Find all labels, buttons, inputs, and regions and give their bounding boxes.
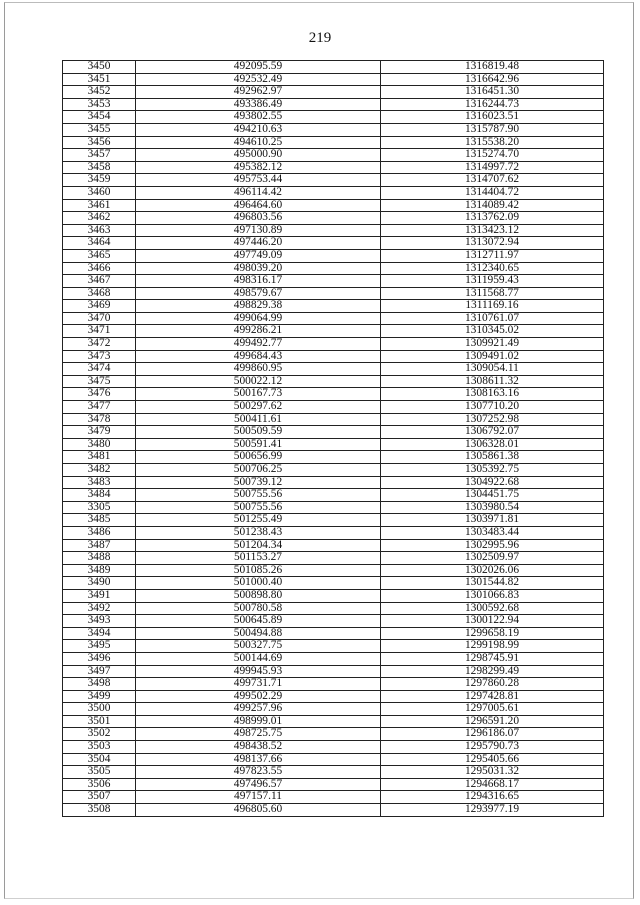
table-row bbox=[63, 489, 604, 502]
y-coordinate-cell: 1314404.72 bbox=[381, 186, 604, 199]
point-number-cell: 3463 bbox=[63, 224, 136, 237]
y-coordinate-cell: 1314997.72 bbox=[381, 161, 604, 174]
table-row bbox=[63, 312, 604, 325]
x-coordinate-cell: 499502.29 bbox=[136, 690, 381, 703]
x-coordinate-cell: 497749.09 bbox=[136, 249, 381, 262]
x-coordinate-cell: 500656.99 bbox=[136, 451, 381, 464]
x-coordinate-cell: 501255.49 bbox=[136, 514, 381, 527]
x-coordinate-cell: 499731.71 bbox=[136, 678, 381, 691]
x-coordinate-cell: 492962.97 bbox=[136, 86, 381, 99]
x-coordinate-cell: 500898.80 bbox=[136, 589, 381, 602]
point-number-cell: 3462 bbox=[63, 212, 136, 225]
y-coordinate-cell: 1305861.38 bbox=[381, 451, 604, 464]
x-coordinate-cell: 499492.77 bbox=[136, 338, 381, 351]
table-row bbox=[63, 199, 604, 212]
y-coordinate-cell: 1315274.70 bbox=[381, 149, 604, 162]
point-number-cell: 3489 bbox=[63, 564, 136, 577]
y-coordinate-cell: 1296591.20 bbox=[381, 715, 604, 728]
x-coordinate-cell: 499064.99 bbox=[136, 312, 381, 325]
x-coordinate-cell: 497823.55 bbox=[136, 766, 381, 779]
point-number-cell: 3480 bbox=[63, 438, 136, 451]
table-row bbox=[63, 174, 604, 187]
point-number-cell: 3472 bbox=[63, 338, 136, 351]
x-coordinate-cell: 493386.49 bbox=[136, 98, 381, 111]
point-number-cell: 3452 bbox=[63, 86, 136, 99]
x-coordinate-cell: 501085.26 bbox=[136, 564, 381, 577]
y-coordinate-cell: 1314089.42 bbox=[381, 199, 604, 212]
x-coordinate-cell: 500780.58 bbox=[136, 602, 381, 615]
point-number-cell: 3481 bbox=[63, 451, 136, 464]
point-number-cell: 3468 bbox=[63, 287, 136, 300]
point-number-cell: 3479 bbox=[63, 426, 136, 439]
point-number-cell: 3494 bbox=[63, 627, 136, 640]
table-row bbox=[63, 413, 604, 426]
x-coordinate-cell: 500022.12 bbox=[136, 375, 381, 388]
table-row bbox=[63, 388, 604, 401]
point-number-cell: 3498 bbox=[63, 678, 136, 691]
y-coordinate-cell: 1316451.30 bbox=[381, 86, 604, 99]
table-row bbox=[63, 363, 604, 376]
table-row bbox=[63, 98, 604, 111]
point-number-cell: 3492 bbox=[63, 602, 136, 615]
table-row bbox=[63, 338, 604, 351]
x-coordinate-cell: 501204.34 bbox=[136, 539, 381, 552]
y-coordinate-cell: 1310345.02 bbox=[381, 325, 604, 338]
point-number-cell: 3470 bbox=[63, 312, 136, 325]
point-number-cell: 3450 bbox=[63, 61, 136, 74]
point-number-cell: 3469 bbox=[63, 300, 136, 313]
table-row bbox=[63, 526, 604, 539]
point-number-cell: 3451 bbox=[63, 73, 136, 86]
table-row bbox=[63, 300, 604, 313]
point-number-cell: 3460 bbox=[63, 186, 136, 199]
point-number-cell: 3485 bbox=[63, 514, 136, 527]
x-coordinate-cell: 499684.43 bbox=[136, 350, 381, 363]
table-row bbox=[63, 275, 604, 288]
x-coordinate-cell: 498316.17 bbox=[136, 275, 381, 288]
x-coordinate-cell: 500411.61 bbox=[136, 413, 381, 426]
x-coordinate-cell: 498039.20 bbox=[136, 262, 381, 275]
point-number-cell: 3487 bbox=[63, 539, 136, 552]
x-coordinate-cell: 492532.49 bbox=[136, 73, 381, 86]
x-coordinate-cell: 500167.73 bbox=[136, 388, 381, 401]
x-coordinate-cell: 498438.52 bbox=[136, 741, 381, 754]
x-coordinate-cell: 500297.62 bbox=[136, 401, 381, 414]
y-coordinate-cell: 1315787.90 bbox=[381, 123, 604, 136]
table-row bbox=[63, 715, 604, 728]
point-number-cell: 3458 bbox=[63, 161, 136, 174]
point-number-cell: 3496 bbox=[63, 652, 136, 665]
x-coordinate-cell: 500144.69 bbox=[136, 652, 381, 665]
point-number-cell: 3456 bbox=[63, 136, 136, 149]
y-coordinate-cell: 1293977.19 bbox=[381, 804, 604, 817]
point-number-cell: 3502 bbox=[63, 728, 136, 741]
point-number-cell: 3482 bbox=[63, 464, 136, 477]
table-row bbox=[63, 401, 604, 414]
table-row bbox=[63, 778, 604, 791]
x-coordinate-cell: 498999.01 bbox=[136, 715, 381, 728]
x-coordinate-cell: 497157.11 bbox=[136, 791, 381, 804]
point-number-cell: 3484 bbox=[63, 489, 136, 502]
x-coordinate-cell: 495753.44 bbox=[136, 174, 381, 187]
y-coordinate-cell: 1302026.06 bbox=[381, 564, 604, 577]
x-coordinate-cell: 498829.38 bbox=[136, 300, 381, 313]
y-coordinate-cell: 1313072.94 bbox=[381, 237, 604, 250]
table-row bbox=[63, 61, 604, 74]
y-coordinate-cell: 1297860.28 bbox=[381, 678, 604, 691]
table-row bbox=[63, 602, 604, 615]
table-row bbox=[63, 438, 604, 451]
y-coordinate-cell: 1308163.16 bbox=[381, 388, 604, 401]
coordinates-table-body bbox=[63, 61, 604, 817]
table-row bbox=[63, 249, 604, 262]
x-coordinate-cell: 501000.40 bbox=[136, 577, 381, 590]
y-coordinate-cell: 1299658.19 bbox=[381, 627, 604, 640]
point-number-cell: 3467 bbox=[63, 275, 136, 288]
point-number-cell: 3461 bbox=[63, 199, 136, 212]
y-coordinate-cell: 1303483.44 bbox=[381, 526, 604, 539]
y-coordinate-cell: 1316642.96 bbox=[381, 73, 604, 86]
x-coordinate-cell: 500494.88 bbox=[136, 627, 381, 640]
table-row bbox=[63, 149, 604, 162]
table-row bbox=[63, 86, 604, 99]
y-coordinate-cell: 1312711.97 bbox=[381, 249, 604, 262]
y-coordinate-cell: 1311568.77 bbox=[381, 287, 604, 300]
table-row bbox=[63, 123, 604, 136]
table-row bbox=[63, 552, 604, 565]
point-number-cell: 3488 bbox=[63, 552, 136, 565]
y-coordinate-cell: 1302995.96 bbox=[381, 539, 604, 552]
point-number-cell: 3506 bbox=[63, 778, 136, 791]
y-coordinate-cell: 1299198.99 bbox=[381, 640, 604, 653]
point-number-cell: 3466 bbox=[63, 262, 136, 275]
y-coordinate-cell: 1309491.02 bbox=[381, 350, 604, 363]
y-coordinate-cell: 1306328.01 bbox=[381, 438, 604, 451]
table-row bbox=[63, 237, 604, 250]
x-coordinate-cell: 499945.93 bbox=[136, 665, 381, 678]
y-coordinate-cell: 1297428.81 bbox=[381, 690, 604, 703]
y-coordinate-cell: 1312340.65 bbox=[381, 262, 604, 275]
x-coordinate-cell: 496803.56 bbox=[136, 212, 381, 225]
y-coordinate-cell: 1295031.32 bbox=[381, 766, 604, 779]
table-row bbox=[63, 325, 604, 338]
x-coordinate-cell: 499860.95 bbox=[136, 363, 381, 376]
y-coordinate-cell: 1296186.07 bbox=[381, 728, 604, 741]
table-row bbox=[63, 161, 604, 174]
y-coordinate-cell: 1310761.07 bbox=[381, 312, 604, 325]
x-coordinate-cell: 496464.60 bbox=[136, 199, 381, 212]
point-number-cell: 3504 bbox=[63, 753, 136, 766]
x-coordinate-cell: 493802.55 bbox=[136, 111, 381, 124]
point-number-cell: 3453 bbox=[63, 98, 136, 111]
table-row bbox=[63, 186, 604, 199]
point-number-cell: 3305 bbox=[63, 501, 136, 514]
y-coordinate-cell: 1306792.07 bbox=[381, 426, 604, 439]
y-coordinate-cell: 1305392.75 bbox=[381, 464, 604, 477]
table-row bbox=[63, 287, 604, 300]
table-row bbox=[63, 766, 604, 779]
y-coordinate-cell: 1294316.65 bbox=[381, 791, 604, 804]
x-coordinate-cell: 494610.25 bbox=[136, 136, 381, 149]
table-row bbox=[63, 501, 604, 514]
point-number-cell: 3495 bbox=[63, 640, 136, 653]
point-number-cell: 3491 bbox=[63, 589, 136, 602]
table-row bbox=[63, 753, 604, 766]
x-coordinate-cell: 497130.89 bbox=[136, 224, 381, 237]
x-coordinate-cell: 498579.67 bbox=[136, 287, 381, 300]
y-coordinate-cell: 1302509.97 bbox=[381, 552, 604, 565]
x-coordinate-cell: 501153.27 bbox=[136, 552, 381, 565]
y-coordinate-cell: 1298745.91 bbox=[381, 652, 604, 665]
y-coordinate-cell: 1297005.61 bbox=[381, 703, 604, 716]
x-coordinate-cell: 498137.66 bbox=[136, 753, 381, 766]
table-row bbox=[63, 375, 604, 388]
x-coordinate-cell: 500755.56 bbox=[136, 489, 381, 502]
y-coordinate-cell: 1311169.16 bbox=[381, 300, 604, 313]
point-number-cell: 3483 bbox=[63, 476, 136, 489]
table-row bbox=[63, 589, 604, 602]
x-coordinate-cell: 497496.57 bbox=[136, 778, 381, 791]
x-coordinate-cell: 501238.43 bbox=[136, 526, 381, 539]
point-number-cell: 3477 bbox=[63, 401, 136, 414]
x-coordinate-cell: 499286.21 bbox=[136, 325, 381, 338]
point-number-cell: 3459 bbox=[63, 174, 136, 187]
point-number-cell: 3475 bbox=[63, 375, 136, 388]
point-number-cell: 3473 bbox=[63, 350, 136, 363]
y-coordinate-cell: 1301066.83 bbox=[381, 589, 604, 602]
point-number-cell: 3500 bbox=[63, 703, 136, 716]
table-row bbox=[63, 577, 604, 590]
y-coordinate-cell: 1316244.73 bbox=[381, 98, 604, 111]
y-coordinate-cell: 1300592.68 bbox=[381, 602, 604, 615]
point-number-cell: 3455 bbox=[63, 123, 136, 136]
y-coordinate-cell: 1313762.09 bbox=[381, 212, 604, 225]
y-coordinate-cell: 1294668.17 bbox=[381, 778, 604, 791]
y-coordinate-cell: 1316819.48 bbox=[381, 61, 604, 74]
point-number-cell: 3508 bbox=[63, 804, 136, 817]
x-coordinate-cell: 500645.89 bbox=[136, 615, 381, 628]
table-row bbox=[63, 652, 604, 665]
table-row bbox=[63, 426, 604, 439]
x-coordinate-cell: 500591.41 bbox=[136, 438, 381, 451]
table-row bbox=[63, 627, 604, 640]
y-coordinate-cell: 1309921.49 bbox=[381, 338, 604, 351]
table-row bbox=[63, 514, 604, 527]
y-coordinate-cell: 1313423.12 bbox=[381, 224, 604, 237]
table-row bbox=[63, 564, 604, 577]
x-coordinate-cell: 496805.60 bbox=[136, 804, 381, 817]
table-row bbox=[63, 804, 604, 817]
point-number-cell: 3471 bbox=[63, 325, 136, 338]
page-number: 219 bbox=[308, 30, 332, 46]
table-row bbox=[63, 350, 604, 363]
point-number-cell: 3465 bbox=[63, 249, 136, 262]
table-row bbox=[63, 476, 604, 489]
table-row bbox=[63, 212, 604, 225]
table-row bbox=[63, 665, 604, 678]
table-row bbox=[63, 262, 604, 275]
point-number-cell: 3476 bbox=[63, 388, 136, 401]
table-row bbox=[63, 451, 604, 464]
x-coordinate-cell: 494210.63 bbox=[136, 123, 381, 136]
y-coordinate-cell: 1309054.11 bbox=[381, 363, 604, 376]
x-coordinate-cell: 496114.42 bbox=[136, 186, 381, 199]
y-coordinate-cell: 1295405.66 bbox=[381, 753, 604, 766]
point-number-cell: 3505 bbox=[63, 766, 136, 779]
y-coordinate-cell: 1298299.49 bbox=[381, 665, 604, 678]
x-coordinate-cell: 492095.59 bbox=[136, 61, 381, 74]
table-row bbox=[63, 111, 604, 124]
y-coordinate-cell: 1316023.51 bbox=[381, 111, 604, 124]
y-coordinate-cell: 1295790.73 bbox=[381, 741, 604, 754]
point-number-cell: 3490 bbox=[63, 577, 136, 590]
table-row bbox=[63, 678, 604, 691]
table-row bbox=[63, 690, 604, 703]
y-coordinate-cell: 1314707.62 bbox=[381, 174, 604, 187]
x-coordinate-cell: 497446.20 bbox=[136, 237, 381, 250]
point-number-cell: 3474 bbox=[63, 363, 136, 376]
coordinates-table bbox=[62, 60, 604, 817]
point-number-cell: 3497 bbox=[63, 665, 136, 678]
table-row bbox=[63, 791, 604, 804]
x-coordinate-cell: 500509.59 bbox=[136, 426, 381, 439]
y-coordinate-cell: 1303980.54 bbox=[381, 501, 604, 514]
table-row bbox=[63, 615, 604, 628]
table-row bbox=[63, 73, 604, 86]
x-coordinate-cell: 500739.12 bbox=[136, 476, 381, 489]
x-coordinate-cell: 495000.90 bbox=[136, 149, 381, 162]
y-coordinate-cell: 1304922.68 bbox=[381, 476, 604, 489]
point-number-cell: 3478 bbox=[63, 413, 136, 426]
point-number-cell: 3507 bbox=[63, 791, 136, 804]
x-coordinate-cell: 495382.12 bbox=[136, 161, 381, 174]
table-row bbox=[63, 703, 604, 716]
table-row bbox=[63, 464, 604, 477]
x-coordinate-cell: 500755.56 bbox=[136, 501, 381, 514]
x-coordinate-cell: 499257.96 bbox=[136, 703, 381, 716]
y-coordinate-cell: 1300122.94 bbox=[381, 615, 604, 628]
y-coordinate-cell: 1307710.20 bbox=[381, 401, 604, 414]
y-coordinate-cell: 1303971.81 bbox=[381, 514, 604, 527]
y-coordinate-cell: 1315538.20 bbox=[381, 136, 604, 149]
point-number-cell: 3486 bbox=[63, 526, 136, 539]
y-coordinate-cell: 1301544.82 bbox=[381, 577, 604, 590]
x-coordinate-cell: 500327.75 bbox=[136, 640, 381, 653]
x-coordinate-cell: 500706.25 bbox=[136, 464, 381, 477]
table-row bbox=[63, 640, 604, 653]
point-number-cell: 3464 bbox=[63, 237, 136, 250]
y-coordinate-cell: 1308611.32 bbox=[381, 375, 604, 388]
table-row bbox=[63, 224, 604, 237]
point-number-cell: 3501 bbox=[63, 715, 136, 728]
point-number-cell: 3454 bbox=[63, 111, 136, 124]
point-number-cell: 3499 bbox=[63, 690, 136, 703]
y-coordinate-cell: 1304451.75 bbox=[381, 489, 604, 502]
table-row bbox=[63, 136, 604, 149]
point-number-cell: 3503 bbox=[63, 741, 136, 754]
y-coordinate-cell: 1307252.98 bbox=[381, 413, 604, 426]
y-coordinate-cell: 1311959.43 bbox=[381, 275, 604, 288]
table-row bbox=[63, 539, 604, 552]
x-coordinate-cell: 498725.75 bbox=[136, 728, 381, 741]
table-row bbox=[63, 728, 604, 741]
table-row bbox=[63, 741, 604, 754]
point-number-cell: 3493 bbox=[63, 615, 136, 628]
point-number-cell: 3457 bbox=[63, 149, 136, 162]
